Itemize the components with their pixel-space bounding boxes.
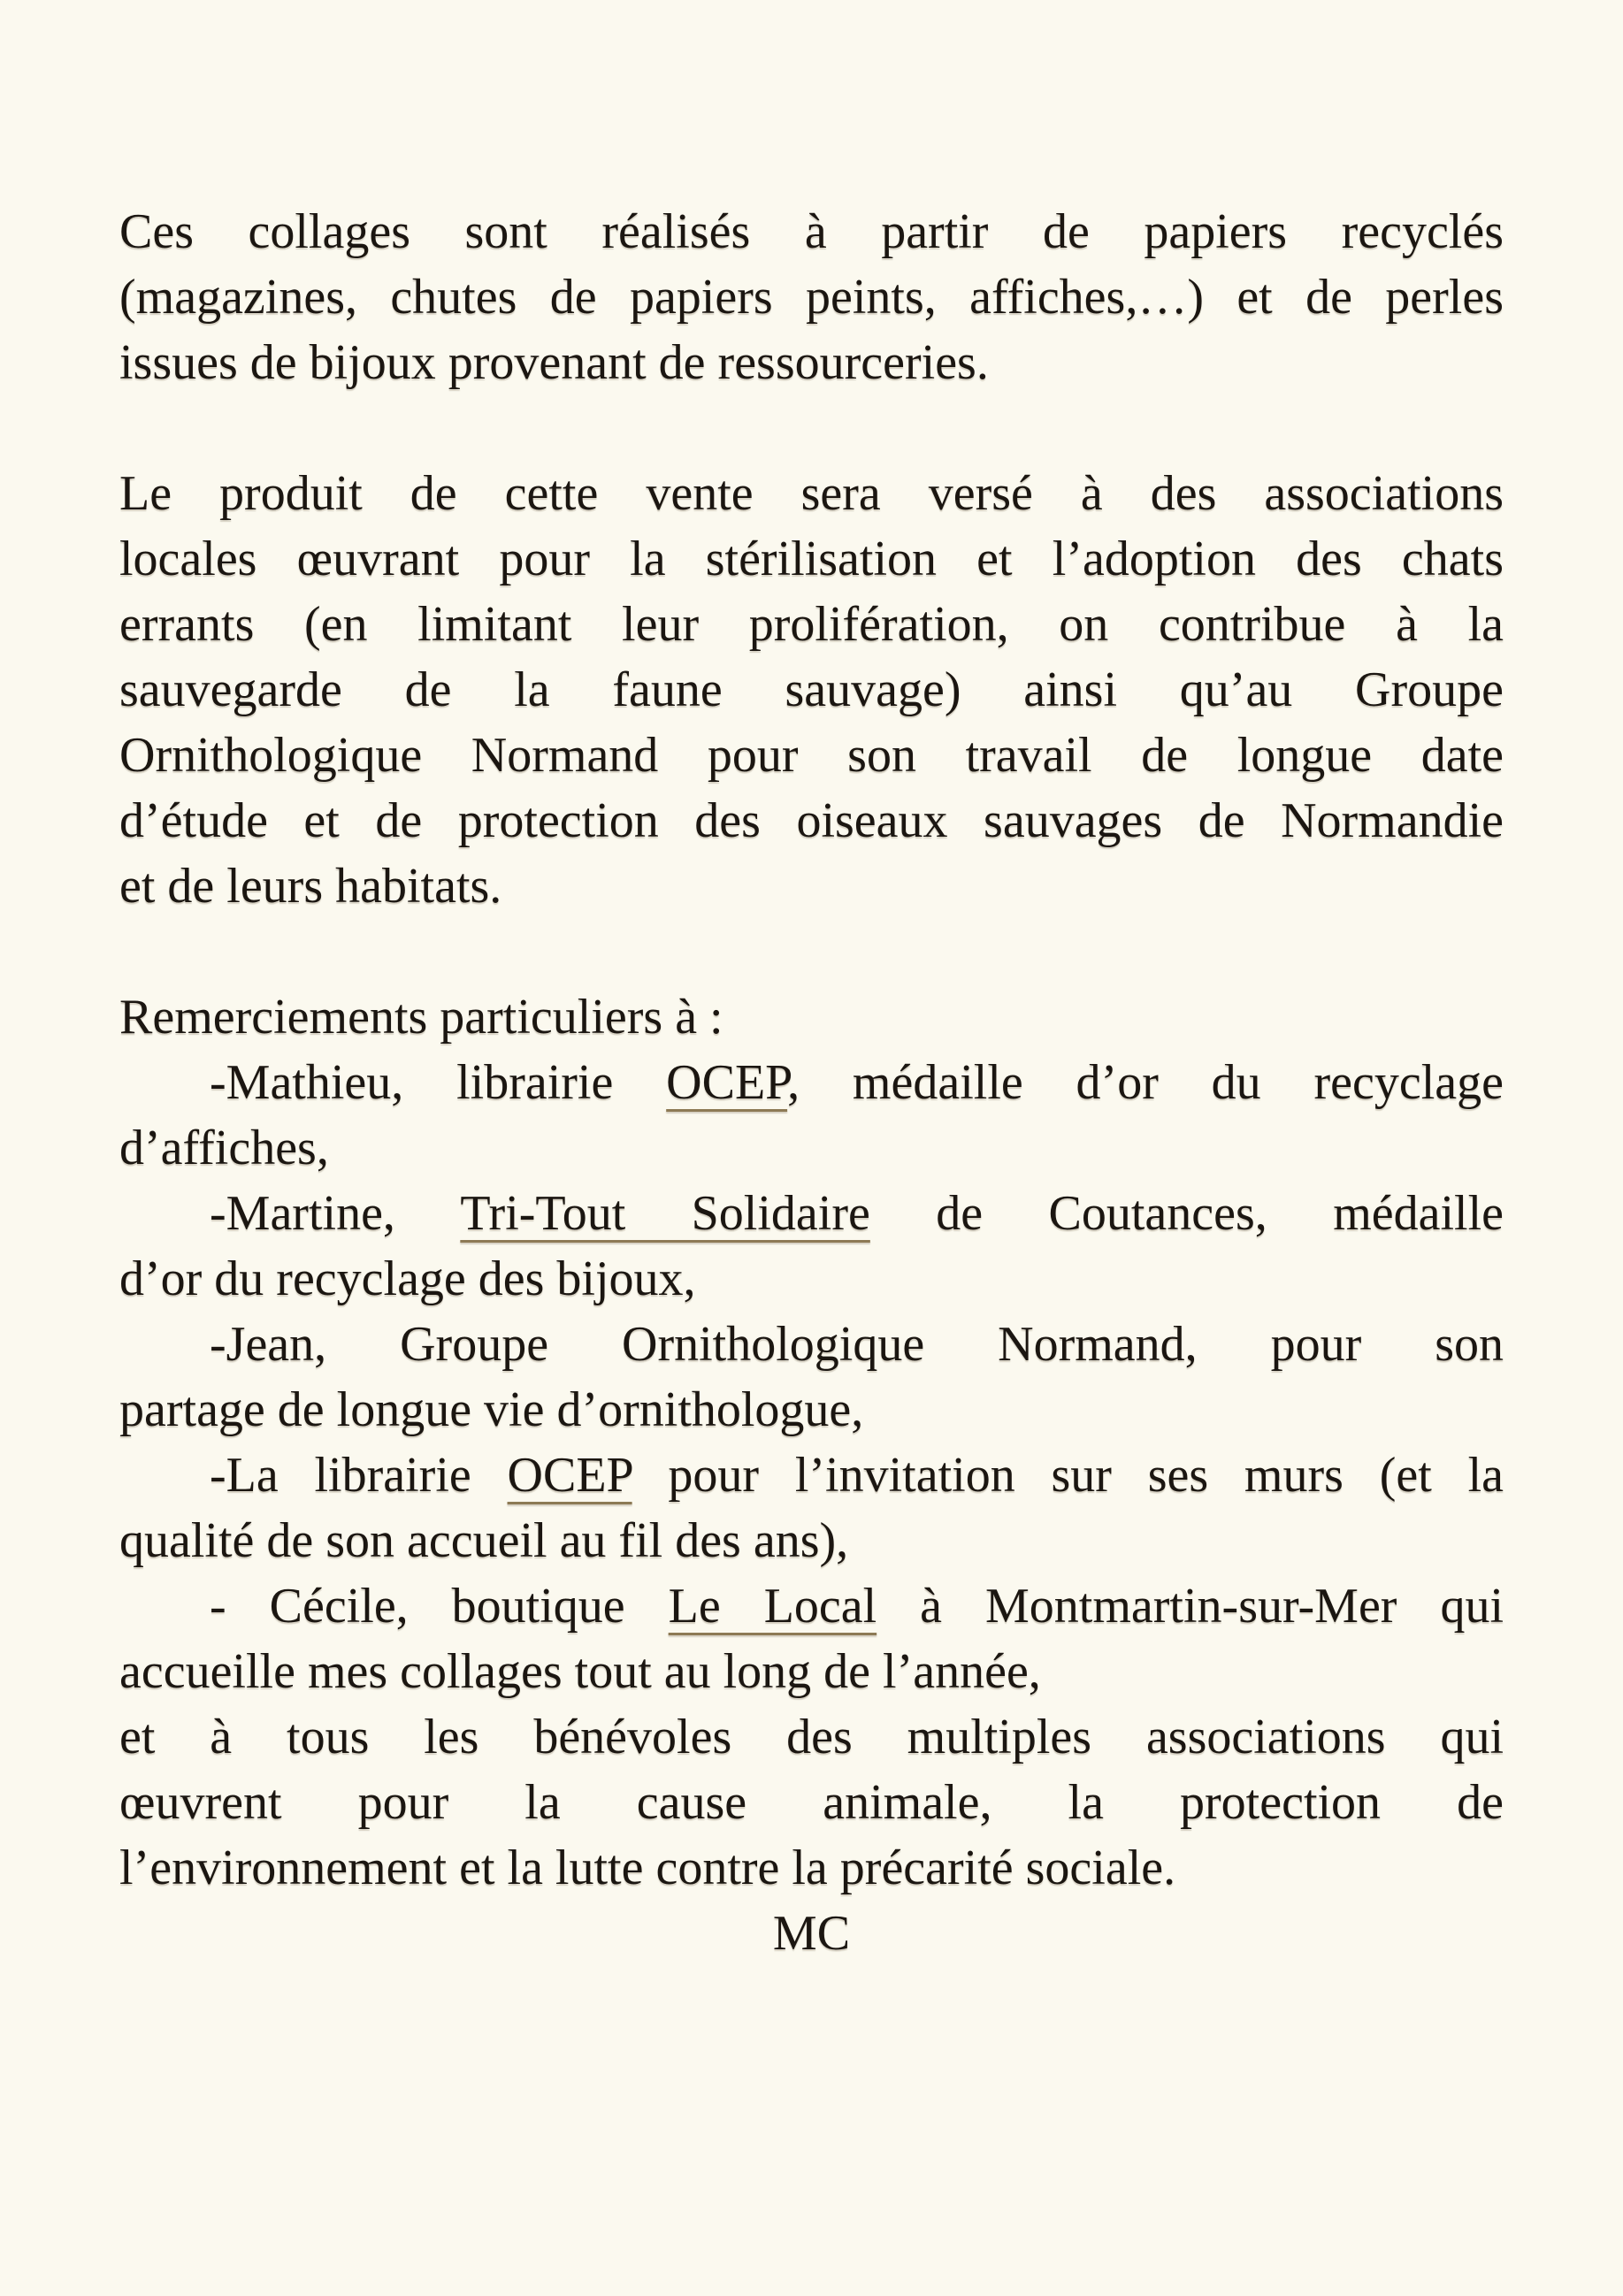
thanks-item-mathieu-line2: d’affiches, <box>119 1121 329 1175</box>
p2-line4: sauvegarde de la faune sauvage) ainsi qu’au Groupe <box>119 662 1504 717</box>
thanks-item-cecile-line2: accueille mes collages tout au long de l’année, <box>119 1644 1041 1699</box>
p2-line1: Le produit de cette vente sera versé à des associations <box>119 466 1504 521</box>
thanks-item-jean-line1: -Jean, Groupe Ornithologique Normand, pour son <box>210 1317 1504 1372</box>
p2-line3: errants (en limitant leur prolifération, on contribue à la <box>119 597 1504 652</box>
org-tritout-solidaire: Tri-Tout Solidaire <box>460 1186 870 1241</box>
section-thanks <box>119 984 1504 1901</box>
thanks-item-mathieu-pre: -Mathieu, librairie <box>210 1055 667 1110</box>
thanks-heading: Remerciements particuliers à : <box>119 990 723 1045</box>
thanks-item-martine-line1 <box>119 1181 1504 1246</box>
paragraph-recycled-materials <box>119 199 1504 395</box>
thanks-item-cecile-line1 <box>119 1573 1504 1639</box>
thanks-item-martine-line2: d’or du recyclage des bijoux, <box>119 1251 696 1306</box>
signature-initials: MC <box>772 1906 851 1961</box>
paragraph-spacer <box>119 919 1504 984</box>
thanks-item-mathieu-line1 <box>119 1050 1504 1115</box>
org-ocep-2: OCEP <box>507 1448 632 1503</box>
paragraph-donations <box>119 461 1504 919</box>
thanks-item-cecile-post: à Montmartin-sur-Mer qui <box>877 1579 1504 1634</box>
boutique-le-local: Le Local <box>668 1579 877 1634</box>
thanks-item-martine-pre: -Martine, <box>210 1186 461 1241</box>
thanks-item-librairie-pre: -La librairie <box>210 1448 508 1503</box>
p2-line7: et de leurs habitats. <box>119 859 502 914</box>
thanks-item-librairie-line1 <box>119 1443 1504 1508</box>
thanks-closing-line1: et à tous les bénévoles des multiples associations qui <box>119 1710 1504 1764</box>
thanks-closing-line3: l’environnement et la lutte contre la précarité sociale. <box>119 1841 1176 1895</box>
thanks-closing-line2: œuvrent pour la cause animale, la protection de <box>119 1775 1504 1830</box>
thanks-item-martine-post: de Coutances, médaille <box>869 1186 1504 1241</box>
p2-line6: d’étude et de protection des oiseaux sauvages de Normandie <box>119 793 1504 848</box>
p2-line5: Ornithologique Normand pour son travail de longue date <box>119 728 1504 783</box>
thanks-item-cecile-pre: - Cécile, boutique <box>210 1579 669 1634</box>
p2-line2: locales œuvrant pour la stérilisation et l’adoption des chats <box>119 532 1504 586</box>
thanks-item-librairie-post: pour l’invitation sur ses murs (et la <box>632 1448 1504 1503</box>
paragraph-spacer <box>119 395 1504 461</box>
p1-line3: issues de bijoux provenant de ressourceries. <box>119 335 989 390</box>
thanks-item-librairie-line2: qualité de son accueil au fil des ans), <box>119 1513 849 1568</box>
p1-line1: Ces collages sont réalisés à partir de papiers recyclés <box>119 204 1504 259</box>
thanks-item-mathieu-post: , médaille d’or du recyclage <box>787 1055 1504 1110</box>
p1-line2: (magazines, chutes de papiers peints, affiches,…) et de perles <box>119 270 1504 325</box>
org-ocep: OCEP <box>666 1055 788 1110</box>
thanks-item-jean-line2: partage de longue vie d’ornithologue, <box>119 1382 864 1437</box>
